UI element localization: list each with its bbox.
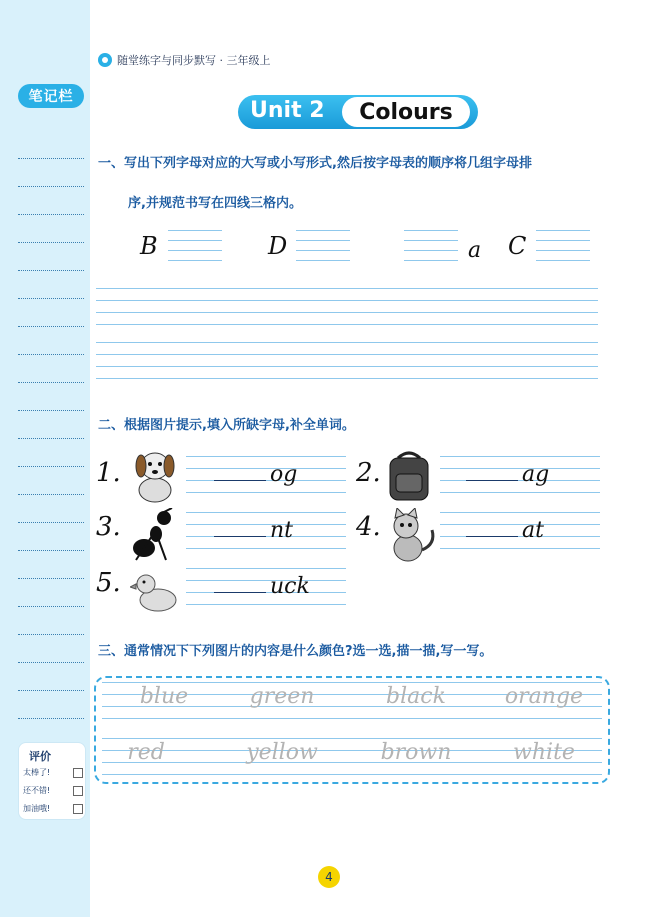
dog-picture xyxy=(128,446,182,504)
note-line xyxy=(18,578,84,579)
evaluation-option xyxy=(23,785,83,796)
note-line xyxy=(18,270,84,271)
item-number: 5. xyxy=(96,568,121,598)
note-line xyxy=(18,634,84,635)
unit-banner xyxy=(238,95,478,129)
trace-word[interactable]: yellow xyxy=(246,740,318,765)
notes-title: 笔记栏 xyxy=(18,84,84,108)
letter-prompt: a xyxy=(468,238,482,263)
question-1-line-1: 一、写出下列字母对应的大写或小写形式,然后按字母表的顺序将几组字母排 xyxy=(98,156,532,171)
trace-word[interactable]: red xyxy=(127,740,165,765)
note-line xyxy=(18,410,84,411)
letter-prompt: C xyxy=(508,232,527,260)
note-line xyxy=(18,354,84,355)
word-ending: og xyxy=(270,462,298,487)
missing-letter-blank[interactable] xyxy=(214,536,266,537)
word-lines xyxy=(186,512,346,548)
cat-picture xyxy=(384,508,438,564)
duck-picture xyxy=(130,570,180,614)
note-line xyxy=(18,662,84,663)
missing-letter-blank[interactable] xyxy=(214,592,266,593)
notes-sidebar xyxy=(0,0,90,917)
word-lines xyxy=(440,456,600,492)
item-number: 4. xyxy=(356,512,381,542)
missing-letter-blank[interactable] xyxy=(466,536,518,537)
trace-word[interactable]: black xyxy=(386,684,446,709)
note-line xyxy=(18,606,84,607)
evaluation-option-label: 加油哦! xyxy=(23,804,51,813)
note-line xyxy=(18,298,84,299)
note-line xyxy=(18,438,84,439)
evaluation-option-label: 太棒了! xyxy=(23,768,51,777)
trace-word[interactable]: orange xyxy=(504,684,584,709)
question-1-line-2: 序,并规范书写在四线三格内。 xyxy=(128,196,302,211)
word-ending: at xyxy=(522,518,544,543)
word-lines xyxy=(186,456,346,492)
book-logo-icon xyxy=(98,53,112,67)
missing-letter-blank[interactable] xyxy=(214,480,266,481)
trace-word[interactable]: white xyxy=(513,740,575,765)
word-lines xyxy=(186,568,346,604)
evaluation-box xyxy=(18,742,86,820)
word-ending: nt xyxy=(270,518,294,543)
evaluation-option-label: 还不错! xyxy=(23,786,51,795)
evaluation-checkbox[interactable] xyxy=(73,804,83,814)
sorted-letters-lines[interactable] xyxy=(96,342,598,378)
unit-name: Colours xyxy=(342,97,470,127)
missing-letter-blank[interactable] xyxy=(466,480,518,481)
unit-number: Unit 2 xyxy=(250,98,325,123)
question-3-label: 三、通常情况下下列图片的内容是什么颜色?选一选,描一描,写一写。 xyxy=(98,644,493,659)
note-line xyxy=(18,382,84,383)
note-line xyxy=(18,242,84,243)
bag-picture xyxy=(384,448,434,504)
note-line xyxy=(18,494,84,495)
item-number: 3. xyxy=(96,512,121,542)
note-line xyxy=(18,158,84,159)
page-number: 4 xyxy=(318,866,340,888)
evaluation-checkbox[interactable] xyxy=(73,768,83,778)
letter-answer-lines[interactable] xyxy=(168,230,222,260)
note-line xyxy=(18,186,84,187)
letter-answer-lines[interactable] xyxy=(536,230,590,260)
evaluation-title: 评价 xyxy=(29,750,51,763)
word-ending: ag xyxy=(522,462,550,487)
book-series-title: 随堂练字与同步默写 · 三年级上 xyxy=(117,54,271,67)
note-line xyxy=(18,690,84,691)
note-line xyxy=(18,550,84,551)
trace-word[interactable]: green xyxy=(249,684,315,709)
question-2-label: 二、根据图片提示,填入所缺字母,补全单词。 xyxy=(98,418,355,433)
letter-answer-lines[interactable] xyxy=(296,230,350,260)
book-header xyxy=(98,52,271,68)
evaluation-checkbox[interactable] xyxy=(73,786,83,796)
note-line xyxy=(18,326,84,327)
letter-prompt: B xyxy=(140,232,158,260)
evaluation-option xyxy=(23,767,83,778)
word-ending: uck xyxy=(270,574,310,599)
item-number: 1. xyxy=(96,458,121,488)
item-number: 2. xyxy=(356,458,381,488)
sorted-letters-lines[interactable] xyxy=(96,288,598,324)
evaluation-option xyxy=(23,803,83,814)
letter-answer-lines[interactable] xyxy=(404,230,458,260)
note-line xyxy=(18,522,84,523)
note-line xyxy=(18,466,84,467)
note-line xyxy=(18,214,84,215)
trace-word[interactable]: blue xyxy=(139,684,189,709)
note-line xyxy=(18,718,84,719)
trace-word[interactable]: brown xyxy=(380,740,452,765)
letter-prompt: D xyxy=(268,232,288,260)
word-lines xyxy=(440,512,600,548)
ant-picture xyxy=(128,508,180,562)
